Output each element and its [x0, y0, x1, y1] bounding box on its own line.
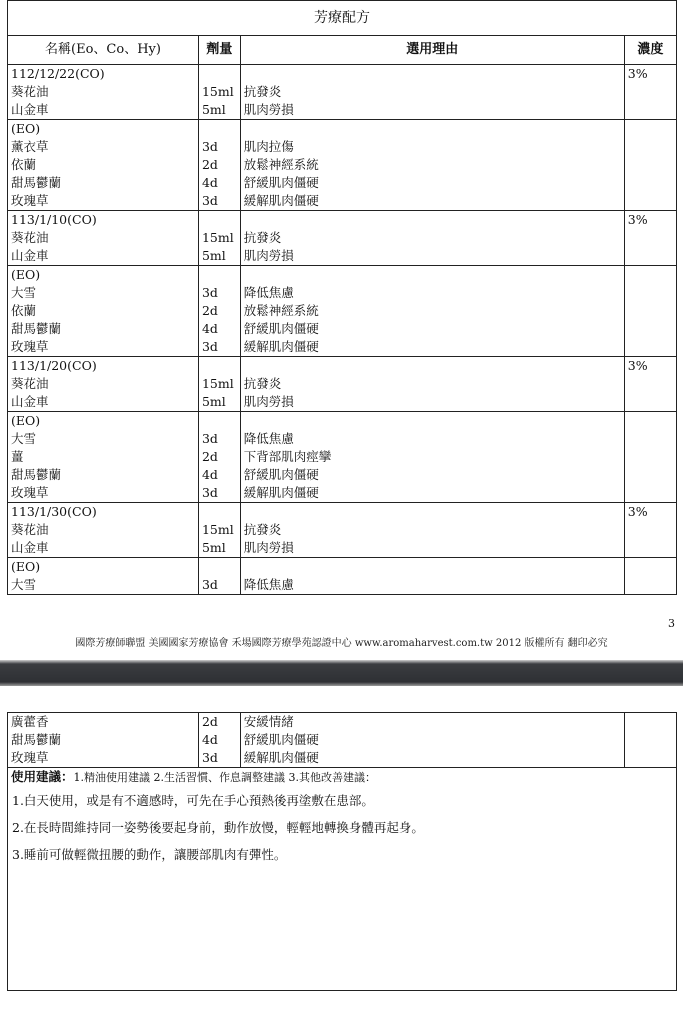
dose-line: 3d: [201, 339, 218, 354]
dose-line: 4d: [201, 732, 218, 747]
formula-group-row: [8, 120, 677, 211]
header-name: 名稱(Eo、Co、Hy): [8, 36, 199, 65]
cell-dose: [198, 412, 240, 503]
cell-name: [8, 503, 199, 558]
concentration-value: [628, 412, 673, 430]
dose-line: 3d: [201, 485, 218, 500]
reason-line: 放鬆神經系統: [243, 303, 319, 318]
reason-line: 抗發炎: [243, 230, 282, 245]
header-dose: 劑量: [198, 36, 240, 65]
formula-group-row: [8, 266, 677, 357]
dose-line: [202, 266, 237, 284]
reason-line: 舒緩肌肉僵硬: [243, 467, 319, 482]
name-line: 依蘭: [11, 303, 37, 318]
name-line: 山金車: [11, 540, 49, 555]
concentration-value: 3%: [627, 358, 648, 373]
reason-line: 放鬆神經系統: [243, 157, 319, 172]
name-line: 玫瑰草: [11, 193, 49, 208]
reason-line: [244, 120, 621, 138]
concentration-value: 3%: [627, 212, 648, 227]
concentration-value: [628, 558, 673, 576]
cell-concentration: [624, 211, 676, 266]
name-line: (EO): [11, 559, 41, 574]
cell-name: [8, 211, 199, 266]
table-header-row: [8, 36, 677, 65]
cell-concentration: [624, 412, 676, 503]
dose-line: 4d: [201, 175, 218, 190]
usage-item: 1.白天使用，或是有不適感時，可先在手心預熱後再塗敷在患部。: [12, 793, 374, 808]
cell-reason: [240, 65, 624, 120]
cell-reason: [240, 558, 624, 595]
name-line: 薰衣草: [11, 139, 49, 154]
dose-line: 5ml: [201, 394, 226, 409]
reason-line: [244, 558, 621, 576]
cell-name: [8, 412, 199, 503]
cell-name: [8, 357, 199, 412]
name-line: 山金車: [11, 102, 49, 117]
formula-group-row: [8, 412, 677, 503]
reason-line: [244, 503, 621, 521]
name-line: 大雪: [11, 431, 37, 446]
cell-concentration: [624, 266, 676, 357]
page-number: 3: [668, 617, 675, 630]
reason-line: 降低焦慮: [243, 431, 294, 446]
page-footer: 國際芳療師聯盟 美國國家芳療協會 禾場國際芳療學苑認證中心 www.aromaharvest.com.tw 2012 版權所有 翻印必究: [75, 638, 608, 649]
reason-line: 舒緩肌肉僵硬: [243, 175, 319, 190]
name-line: 玫瑰草: [11, 485, 49, 500]
usage-item: 3.睡前可做輕微扭腰的動作，讓腰部肌肉有彈性。: [12, 847, 287, 862]
formula-group-row: [8, 357, 677, 412]
name-line: 甜馬鬱蘭: [11, 732, 62, 747]
cell-dose: [198, 558, 240, 595]
dose-line: [202, 503, 237, 521]
dose-line: [202, 412, 237, 430]
reason-line: [244, 266, 621, 284]
name-line: 大雪: [11, 285, 37, 300]
name-line: 葵花油: [11, 376, 49, 391]
dose-line: 2d: [201, 157, 218, 172]
reason-line: 緩解肌肉僵硬: [243, 193, 319, 208]
cell-concentration: [624, 65, 676, 120]
cell-concentration: [624, 503, 676, 558]
dose-line: 3d: [201, 750, 218, 765]
formula-group-row: [8, 211, 677, 266]
cell-concentration: [624, 357, 676, 412]
dose-line: 3d: [201, 285, 218, 300]
reason-line: 舒緩肌肉僵硬: [243, 732, 319, 747]
cell-reason: [240, 412, 624, 503]
reason-line: [244, 65, 621, 83]
name-line: 廣藿香: [11, 714, 49, 729]
name-line: 113/1/20(CO): [11, 358, 97, 373]
reason-line: 肌肉勞損: [243, 102, 294, 117]
dose-line: 3d: [201, 139, 218, 154]
name-line: 玫瑰草: [11, 750, 49, 765]
dose-line: 5ml: [201, 540, 226, 555]
dose-line: 3d: [201, 577, 218, 592]
dose-line: 2d: [201, 714, 218, 729]
dose-line: 15ml: [201, 84, 234, 99]
cell-dose: [198, 503, 240, 558]
aroma-formula-table-continued: [7, 712, 677, 991]
cell-reason: [240, 503, 624, 558]
usage-heading-line: [8, 768, 676, 787]
dose-line: [202, 357, 237, 375]
aroma-formula-table: [7, 0, 677, 595]
reason-line: 緩解肌肉僵硬: [243, 750, 319, 765]
usage-item: 2.在長時間維持同一姿勢後要起身前，動作放慢，輕輕地轉換身體再起身。: [12, 820, 424, 835]
cell-name: [8, 558, 199, 595]
cell-name: [8, 65, 199, 120]
cell-reason: [240, 211, 624, 266]
name-line: 依蘭: [11, 157, 37, 172]
cell-name: [8, 713, 199, 768]
header-reason: 選用理由: [240, 36, 624, 65]
cell-concentration: [624, 120, 676, 211]
reason-line: 抗發炎: [243, 376, 282, 391]
reason-line: [244, 357, 621, 375]
concentration-value: [628, 266, 673, 284]
cell-concentration: [624, 558, 676, 595]
document-page-4: [0, 686, 683, 1024]
dose-line: 15ml: [201, 230, 234, 245]
cell-dose: [198, 266, 240, 357]
name-line: 葵花油: [11, 522, 49, 537]
dose-line: [202, 65, 237, 83]
name-line: 113/1/10(CO): [11, 212, 97, 227]
name-line: (EO): [11, 413, 41, 428]
reason-line: 肌肉勞損: [243, 394, 294, 409]
dose-line: 15ml: [201, 376, 234, 391]
usage-subtitle: 1.精油使用建議 2.生活習慣、作息調整建議 3.其他改善建議：: [73, 771, 376, 784]
reason-line: 舒緩肌肉僵硬: [243, 321, 319, 336]
reason-line: 肌肉勞損: [243, 248, 294, 263]
formula-group-row: [8, 503, 677, 558]
reason-line: 肌肉拉傷: [243, 139, 294, 154]
dose-line: 3d: [201, 193, 218, 208]
dose-line: [202, 120, 237, 138]
name-line: 甜馬鬱蘭: [11, 175, 62, 190]
reason-line: 下背部肌肉痙攣: [243, 449, 332, 464]
dose-line: 5ml: [201, 248, 226, 263]
reason-line: [244, 211, 621, 229]
cell-reason: [240, 120, 624, 211]
cell-reason: [240, 713, 624, 768]
header-concentration: 濃度: [624, 36, 676, 65]
concentration-value: [628, 713, 673, 731]
dose-line: 3d: [201, 431, 218, 446]
cell-dose: [198, 357, 240, 412]
concentration-value: [628, 120, 673, 138]
name-line: (EO): [11, 121, 41, 136]
formula-group-row: [8, 558, 677, 595]
name-line: (EO): [11, 267, 41, 282]
table-title: 芳療配方: [8, 1, 677, 36]
reason-line: 肌肉勞損: [243, 540, 294, 555]
reason-line: 抗發炎: [243, 84, 282, 99]
concentration-value: 3%: [627, 66, 648, 81]
dose-line: 2d: [201, 303, 218, 318]
cell-dose: [198, 120, 240, 211]
cell-dose: [198, 65, 240, 120]
reason-line: [244, 412, 621, 430]
name-line: 山金車: [11, 248, 49, 263]
reason-line: 降低焦慮: [243, 577, 294, 592]
dose-line: [202, 211, 237, 229]
cell-name: [8, 266, 199, 357]
reason-line: 緩解肌肉僵硬: [243, 339, 319, 354]
cell-name: [8, 120, 199, 211]
cell-dose: [198, 211, 240, 266]
name-line: 葵花油: [11, 230, 49, 245]
reason-line: 降低焦慮: [243, 285, 294, 300]
reason-line: 安緩情緒: [243, 714, 294, 729]
usage-heading: 使用建議：: [11, 769, 74, 784]
name-line: 甜馬鬱蘭: [11, 321, 62, 336]
name-line: 甜馬鬱蘭: [11, 467, 62, 482]
reason-line: 抗發炎: [243, 522, 282, 537]
name-line: 玫瑰草: [11, 339, 49, 354]
dose-line: 4d: [201, 467, 218, 482]
cell-reason: [240, 357, 624, 412]
usage-advice-box: [8, 768, 677, 991]
name-line: 山金車: [11, 394, 49, 409]
cell-dose: [198, 713, 240, 768]
name-line: 葵花油: [11, 84, 49, 99]
page-separator: [0, 660, 683, 686]
reason-line: 緩解肌肉僵硬: [243, 485, 319, 500]
name-line: 112/12/22(CO): [11, 66, 105, 81]
cell-concentration: [624, 713, 676, 768]
dose-line: [202, 558, 237, 576]
formula-group-row: [8, 65, 677, 120]
concentration-value: 3%: [627, 504, 648, 519]
name-line: 薑: [11, 449, 24, 464]
dose-line: 2d: [201, 449, 218, 464]
dose-line: 15ml: [201, 522, 234, 537]
name-line: 大雪: [11, 577, 37, 592]
dose-line: 5ml: [201, 102, 226, 117]
cell-reason: [240, 266, 624, 357]
formula-group-row: [8, 713, 677, 768]
name-line: 113/1/30(CO): [11, 504, 97, 519]
dose-line: 4d: [201, 321, 218, 336]
